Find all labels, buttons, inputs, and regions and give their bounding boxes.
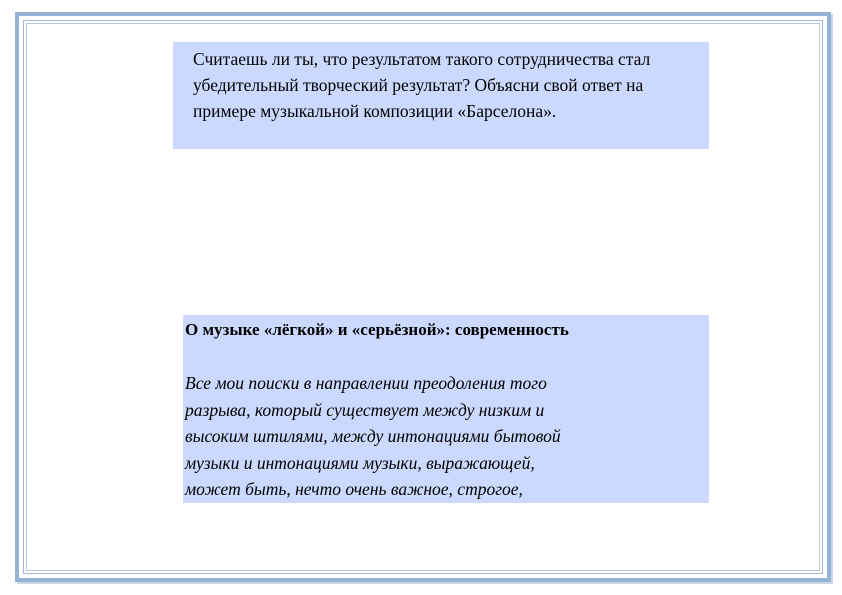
question-box xyxy=(173,42,709,149)
quote-box xyxy=(183,315,709,503)
quote-text: Все мои поиски в направлении преодоления того разрыва, который существует между низким и высоким штилями, между интонациями бытовой музыки и интонациями музыки, выражающей, может быть, нечто очень важное, строгое, xyxy=(185,373,561,499)
quote-title: О музыке «лёгкой» и «серьёзной»: современность xyxy=(185,320,569,339)
question-text: Считаешь ли ты, что результатом такого сотрудничества стал убедительный творческий результат? Объясни свой ответ на примере музыкальной композиции «Барселона». xyxy=(193,49,651,121)
